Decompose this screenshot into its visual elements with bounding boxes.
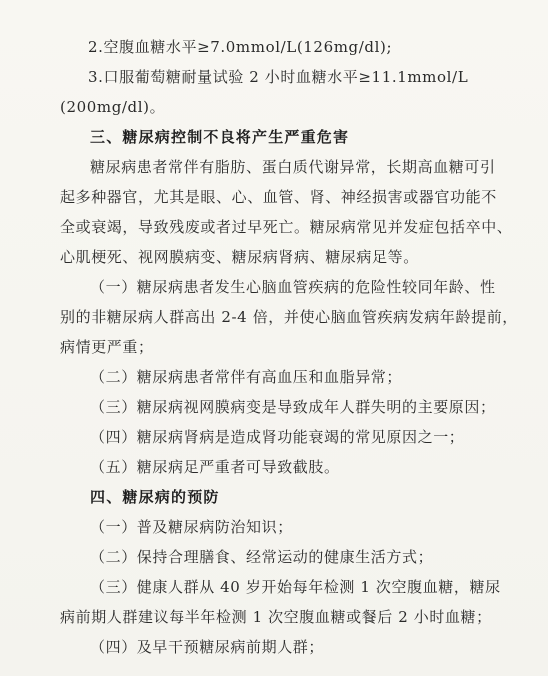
section-4-point-4: （四）及早干预糖尿病前期人群； [90,638,325,656]
section-3-point-1-line-3: 病情更严重； [60,338,154,356]
section-3-intro-line-2: 起多种器官，尤其是眼、心、血管、肾、神经损害或器官功能不 [60,188,497,206]
section-3-point-4: （四）糖尿病肾病是造成肾功能衰竭的常见原因之一； [90,428,465,446]
section-3-point-5: （五）糖尿病足严重者可导致截肢。 [90,458,340,476]
section-3-intro-line-3: 全或衰竭，导致残废或者过早死亡。糖尿病常见并发症包括卒中、 [60,218,513,236]
section-3-intro-line-4: 心肌梗死、视网膜病变、糖尿病肾病、糖尿病足等。 [60,248,419,266]
section-4-point-3-line-2: 病前期人群建议每半年检测 1 次空腹血糖或餐后 2 小时血糖； [60,608,492,626]
criterion-ogtt-line-1: 3.口服葡萄糖耐量试验 2 小时血糖水平≥11.1mmol/L [88,68,469,86]
section-4-point-3-line-1: （三）健康人群从 40 岁开始每年检测 1 次空腹血糖，糖尿 [90,578,501,596]
section-3-point-1-line-2: 别的非糖尿病人群高出 2-4 倍，并使心脑血管疾病发病年龄提前， [60,308,518,326]
criterion-fasting-glucose: 2.空腹血糖水平≥7.0mmol/L(126mg/dl); [88,38,393,56]
section-3-intro-line-1: 糖尿病患者常伴有脂肪、蛋白质代谢异常，长期高血糖可引 [90,158,496,176]
section-3-point-1-line-1: （一）糖尿病患者发生心脑血管疾病的危险性较同年龄、性 [90,278,496,296]
section-3-point-2: （二）糖尿病患者常伴有高血压和血脂异常； [90,368,403,386]
section-3-point-3: （三）糖尿病视网膜病变是导致成年人群失明的主要原因； [90,398,496,416]
section-3-heading: 三、糖尿病控制不良将产生严重危害 [90,128,350,146]
criterion-ogtt-line-2: (200mg/dl)。 [60,98,166,116]
section-4-point-2: （二）保持合理膳食、经常运动的健康生活方式； [90,548,434,566]
section-4-heading: 四、糖尿病的预防 [90,488,220,506]
section-4-point-1: （一）普及糖尿病防治知识； [90,518,293,536]
